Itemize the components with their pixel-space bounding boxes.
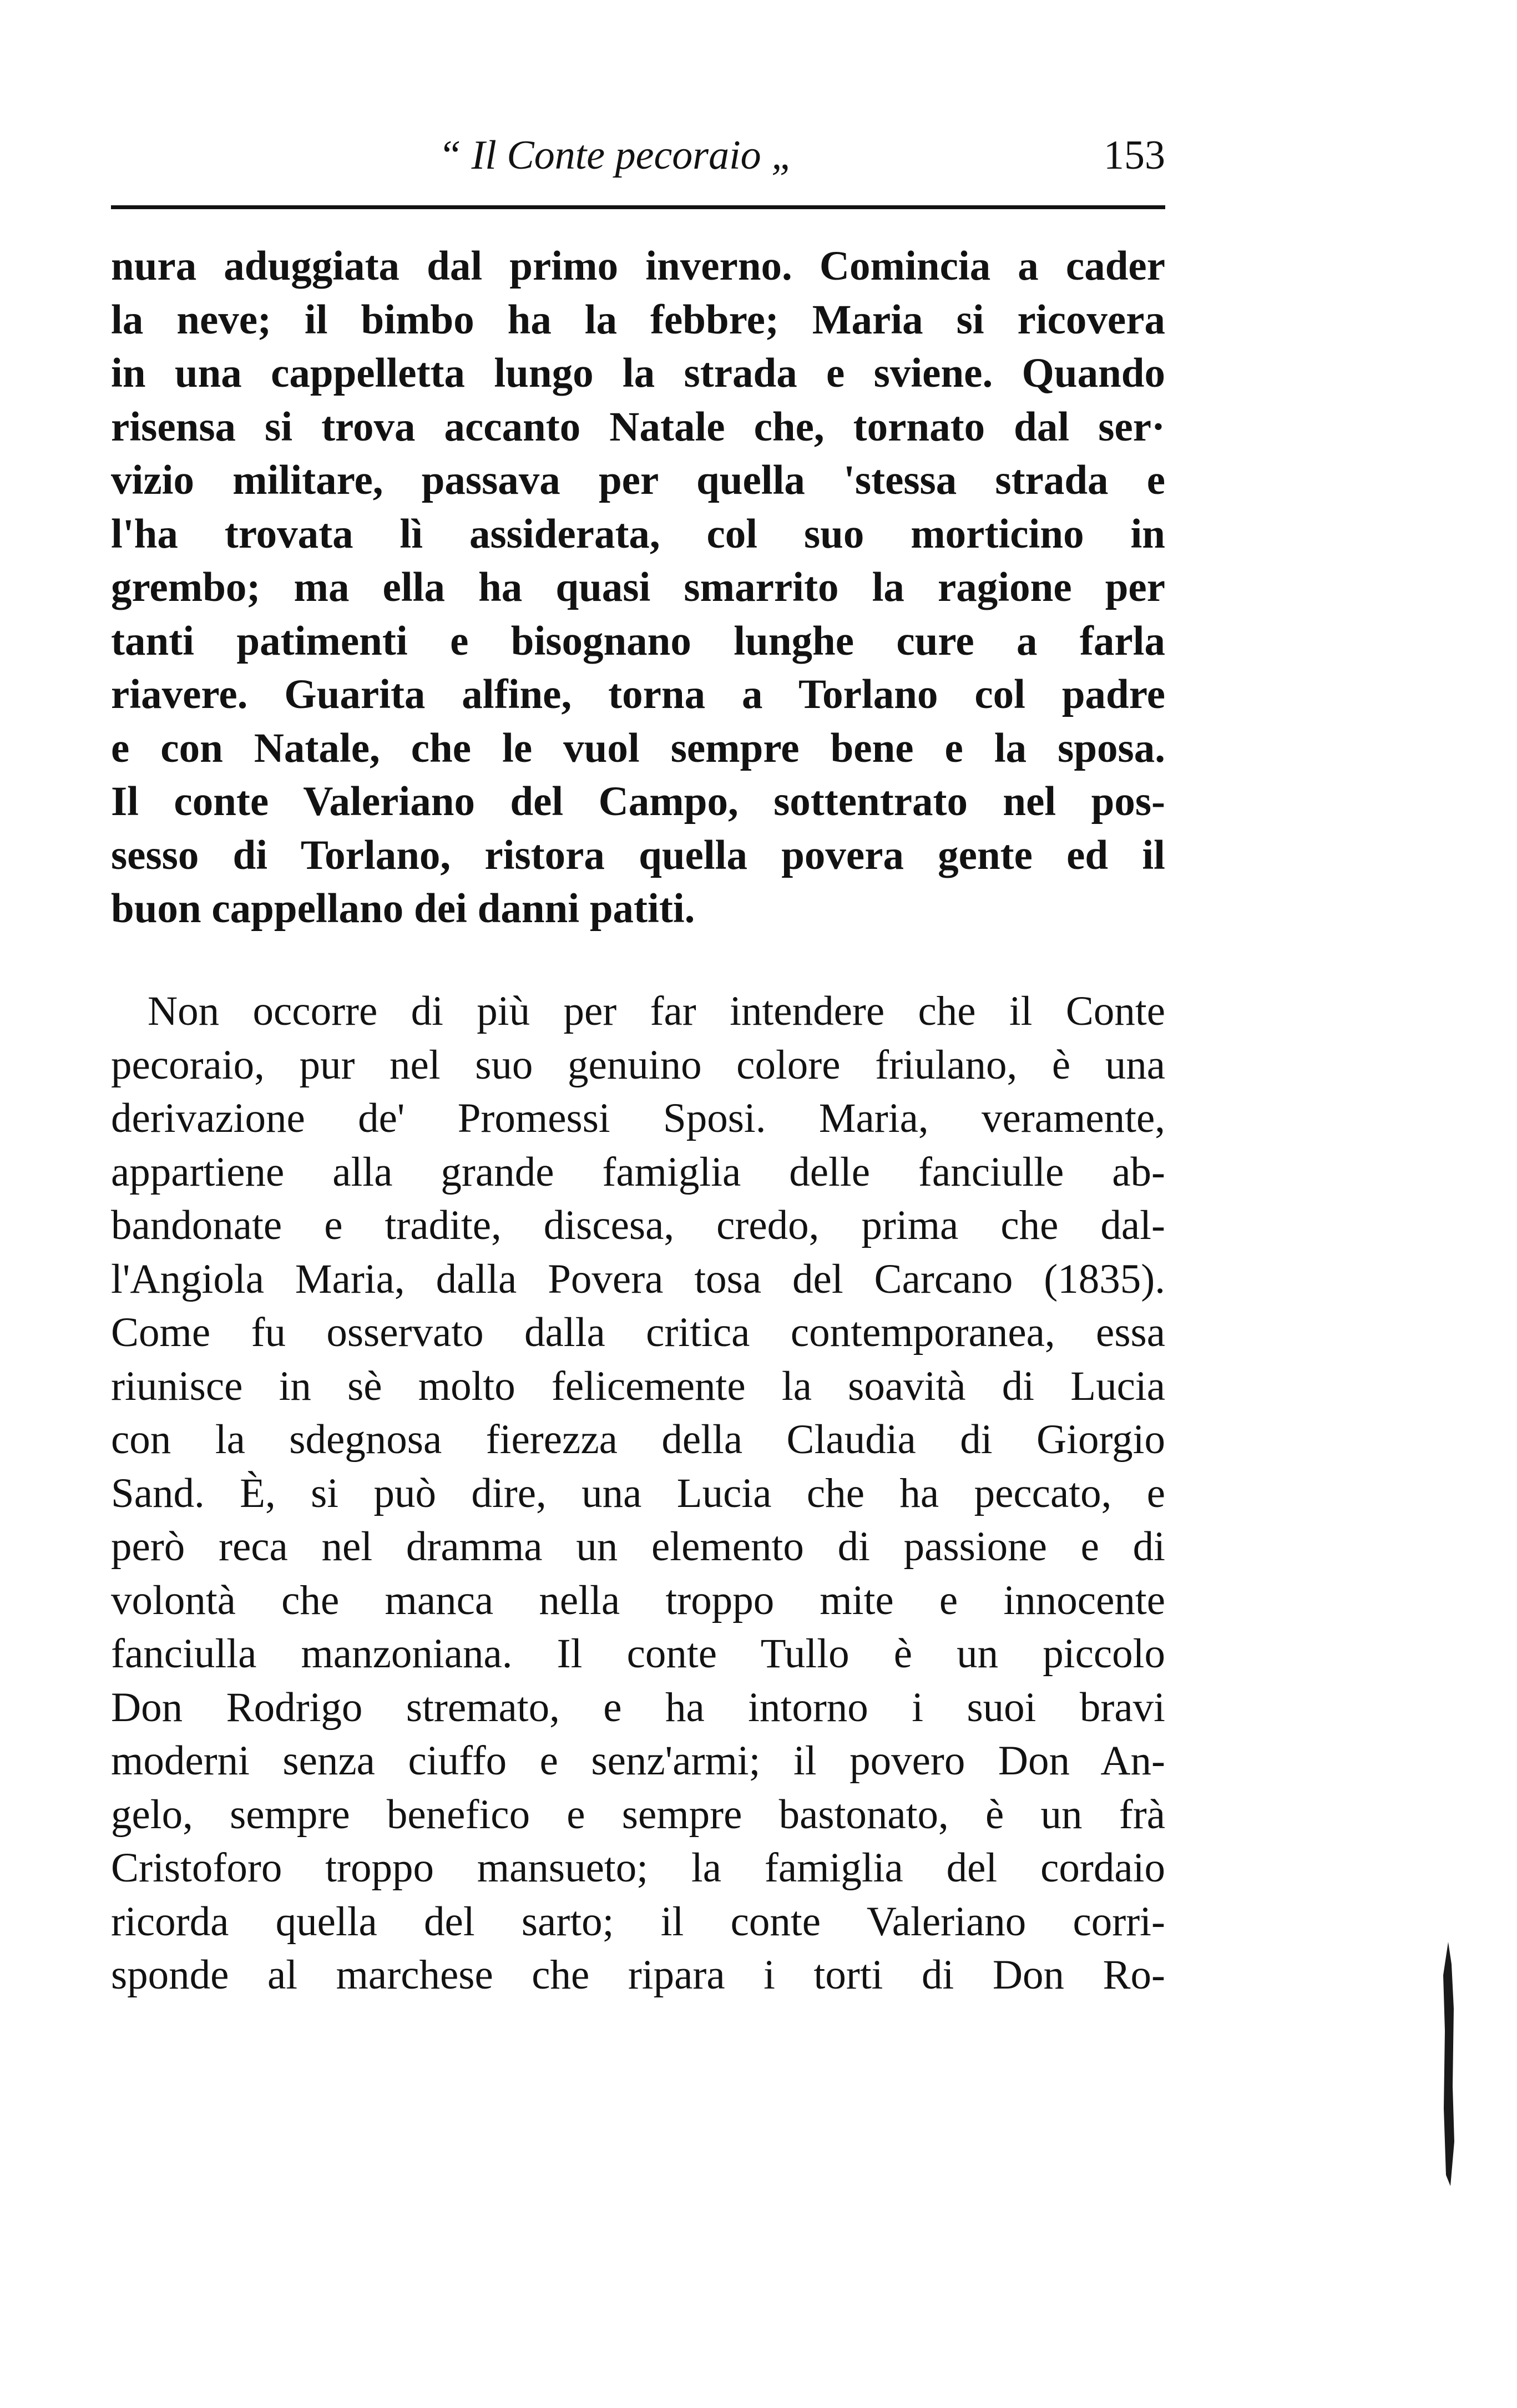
text-line: buon cappellano dei danni patiti. — [111, 886, 695, 932]
text-line: Cristoforo troppo mansueto; la famiglia del cordaio — [111, 1845, 1165, 1891]
paragraph-commentary — [111, 985, 1165, 2002]
header-rule — [111, 205, 1165, 209]
text-line: volontà che manca nella troppo mite e innocente — [111, 1577, 1165, 1623]
text-line: Il conte Valeriano del Campo, sottentrato nel pos- — [111, 778, 1165, 824]
text-line: pecoraio, pur nel suo genuino colore friulano, è una — [111, 1041, 1165, 1088]
text-line: fanciulla manzoniana. Il conte Tullo è un piccolo — [111, 1631, 1165, 1677]
text-line: però reca nel dramma un elemento di passione e di — [111, 1524, 1165, 1570]
text-line: nura aduggiata dal primo inverno. Comincia a cader — [111, 243, 1165, 289]
text-line: bandonate e tradite, discesa, credo, prima che dal- — [111, 1202, 1165, 1248]
text-line: ricorda quella del sarto; il conte Valeriano corri- — [111, 1898, 1165, 1945]
text-line: gelo, sempre benefico e sempre bastonato, è un frà — [111, 1791, 1165, 1838]
text-line: e con Natale, che le vuol sempre bene e la sposa. — [111, 725, 1165, 771]
text-line: tanti patimenti e bisognano lunghe cure a farla — [111, 618, 1165, 664]
text-line: risensa si trova accanto Natale che, tornato dal ser· — [111, 403, 1165, 450]
text-line: Come fu osservato dalla critica contemporanea, essa — [111, 1309, 1165, 1355]
page-header — [111, 129, 1165, 182]
text-line: riavere. Guarita alfine, torna a Torlano col padre — [111, 671, 1165, 717]
text-line: sesso di Torlano, ristora quella povera gente ed il — [111, 832, 1165, 878]
text-line: Sand. È, si può dire, una Lucia che ha peccato, e — [111, 1470, 1165, 1516]
running-title: “ Il Conte pecoraio „ — [438, 133, 795, 178]
text-line: sponde al marchese che ripara i torti di Don Ro- — [111, 1952, 1165, 1998]
text-line: l'ha trovata lì assiderata, col suo morticino in — [111, 510, 1165, 557]
text-line: la neve; il bimbo ha la febbre; Maria si ricovera — [111, 296, 1165, 343]
text-line: appartiene alla grande famiglia delle fanciulle ab- — [111, 1149, 1165, 1195]
text-line: Don Rodrigo stremato, e ha intorno i suoi bravi — [111, 1684, 1165, 1731]
text-line: moderni senza ciuffo e senz'armi; il povero Don An- — [111, 1738, 1165, 1784]
text-line: in una cappelletta lungo la strada e sviene. Quando — [111, 350, 1165, 396]
text-line: l'Angiola Maria, dalla Povera tosa del Carcano (1835). — [111, 1256, 1165, 1302]
text-line: vizio militare, passava per quella 'stessa strada e — [111, 457, 1165, 503]
text-line: riunisce in sè molto felicemente la soavità di Lucia — [111, 1363, 1165, 1409]
text-line: con la sdegnosa fierezza della Claudia di Giorgio — [111, 1417, 1165, 1463]
text-line: grembo; ma ella ha quasi smarrito la ragione per — [111, 564, 1165, 610]
page-edge-shadow — [1443, 1942, 1455, 2186]
text-line: Non occorre di più per far intendere che il Conte — [148, 988, 1165, 1034]
text-line: derivazione de' Promessi Sposi. Maria, veramente, — [111, 1095, 1165, 1141]
paragraph-summary — [111, 240, 1165, 936]
page-number: 153 — [1104, 133, 1165, 178]
